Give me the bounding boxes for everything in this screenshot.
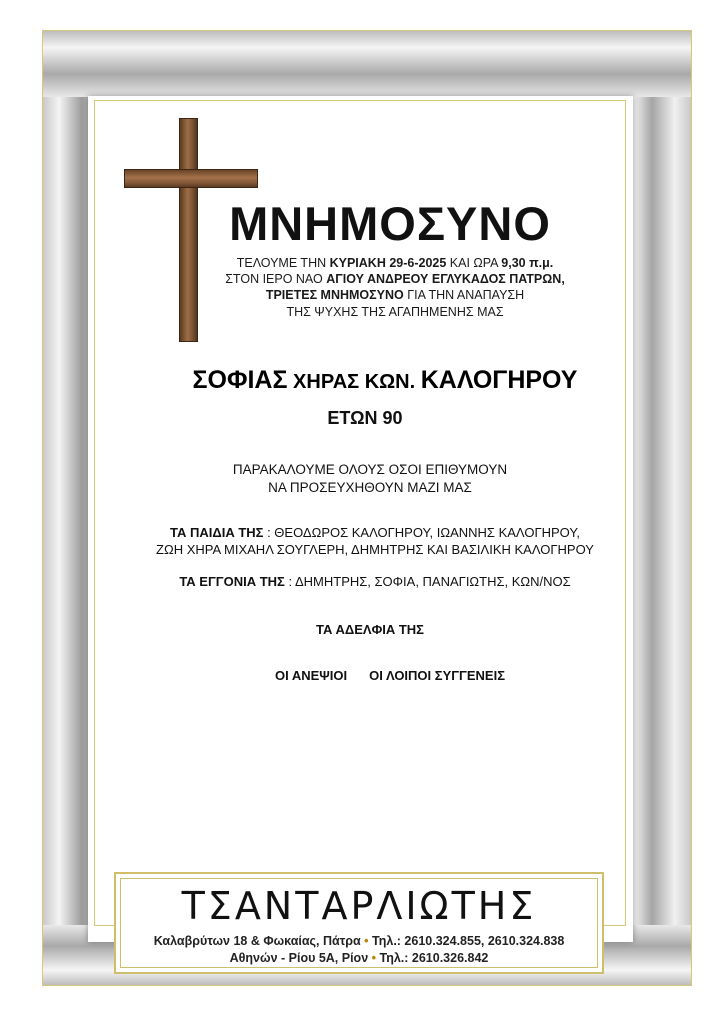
- relatives-line: [200, 668, 580, 683]
- deceased-age: ΕΤΩΝ 90: [327, 408, 403, 428]
- deceased-name: [140, 366, 630, 395]
- relatives-label: ΟΙ ΛΟΙΠΟΙ ΣΥΓΓΕΝΕΙΣ: [369, 668, 506, 683]
- funeral-home-name: ΤΣΑΝΤΑΡΛΙΩΤΗΣ: [181, 884, 537, 928]
- bullet-separator: •: [368, 951, 380, 965]
- service-text: ΣΤΟΝ ΙΕΡΟ ΝΑΟ: [225, 272, 327, 286]
- service-text: ΚΑΙ ΩΡΑ: [446, 256, 502, 270]
- service-church-line: [210, 272, 580, 286]
- frame-top-edge: [43, 31, 691, 97]
- notice-title: ΜΝΗΜΟΣΥΝΟ: [229, 197, 551, 250]
- address-patra: Καλαβρύτων 18 & Φωκαίας, Πάτρα: [153, 934, 361, 948]
- deceased-first-name: ΣΟΦΙΑΣ: [192, 366, 288, 394]
- grandchildren-label: ΤΑ ΕΓΓΟΝΙΑ ΤΗΣ: [179, 574, 285, 589]
- grandchildren-line: [130, 574, 620, 589]
- deceased-relation: ΧΗΡΑΣ ΚΩΝ.: [287, 371, 421, 393]
- service-type-line: [210, 288, 580, 302]
- address-rion: Αθηνών - Ρίου 5Α, Ρίον: [229, 951, 369, 965]
- invitation-line-2: ΝΑ ΠΡΟΣΕΥΧΗΘΟΥΝ ΜΑΖΙ ΜΑΣ: [268, 480, 472, 495]
- service-time: 9,30 π.μ.: [501, 256, 554, 270]
- invitation-line-1: ΠΑΡΑΚΑΛΟΥΜΕ ΟΛΟΥΣ ΟΣΟΙ ΕΠΙΘΥΜΟΥΝ: [232, 462, 508, 477]
- children-names: : ΘΕΟΔΩΡΟΣ ΚΑΛΟΓΗΡΟΥ, ΙΩΑΝΝΗΣ ΚΑΛΟΓΗΡΟΥ,: [263, 525, 580, 540]
- service-soul-line: ΤΗΣ ΨΥΧΗΣ ΤΗΣ ΑΓΑΠΗΜΕΝΗΣ ΜΑΣ: [286, 305, 504, 319]
- phone-rion: Τηλ.: 2610.326.842: [379, 951, 489, 965]
- nephews-label: ΟΙ ΑΝΕΨΙΟΙ: [274, 668, 348, 683]
- church-name: ΑΓΙΟΥ ΑΝΔΡΕΟΥ ΕΓΛΥΚΑΔΟΣ ΠΑΤΡΩΝ,: [326, 272, 565, 286]
- phone-patra: Τηλ.: 2610.324.855, 2610.324.838: [372, 934, 565, 948]
- service-day-date: ΚΥΡΙΑΚΗ 29-6-2025: [329, 256, 447, 270]
- bullet-separator: •: [360, 934, 373, 948]
- funeral-home-address-2: [124, 951, 594, 965]
- children-label: ΤΑ ΠΑΙΔΙΑ ΤΗΣ: [170, 525, 264, 540]
- service-text: ΤΕΛΟΥΜΕ ΤΗΝ: [236, 256, 330, 270]
- grandchildren-names: : ΔΗΜΗΤΡΗΣ, ΣΟΦΙΑ, ΠΑΝΑΓΙΩΤΗΣ, ΚΩΝ/ΝΟΣ: [284, 574, 571, 589]
- children-line-1: [130, 525, 620, 540]
- deceased-surname: ΚΑΛΟΓΗΡΟΥ: [420, 366, 578, 394]
- memorial-type: ΤΡΙΕΤΕΣ ΜΝΗΜΟΣΥΝΟ: [265, 288, 404, 302]
- cross-horizontal-beam: [124, 169, 258, 188]
- service-date-line: [210, 256, 580, 270]
- cross-vertical-beam: [179, 118, 198, 342]
- funeral-home-box: [114, 872, 604, 974]
- service-text: ΓΙΑ ΤΗΝ ΑΝΑΠΑΥΣΗ: [403, 288, 525, 302]
- funeral-home-address-1: [124, 934, 594, 948]
- siblings-line: ΤΑ ΑΔΕΛΦΙΑ ΤΗΣ: [316, 622, 424, 637]
- children-line-2: ΖΩΗ ΧΗΡΑ ΜΙΧΑΗΛ ΣΟΥΓΛΕΡΗ, ΔΗΜΗΤΡΗΣ ΚΑΙ ΒΑΣΙΛΙΚΗ ΚΑΛΟΓΗΡΟΥ: [156, 542, 594, 557]
